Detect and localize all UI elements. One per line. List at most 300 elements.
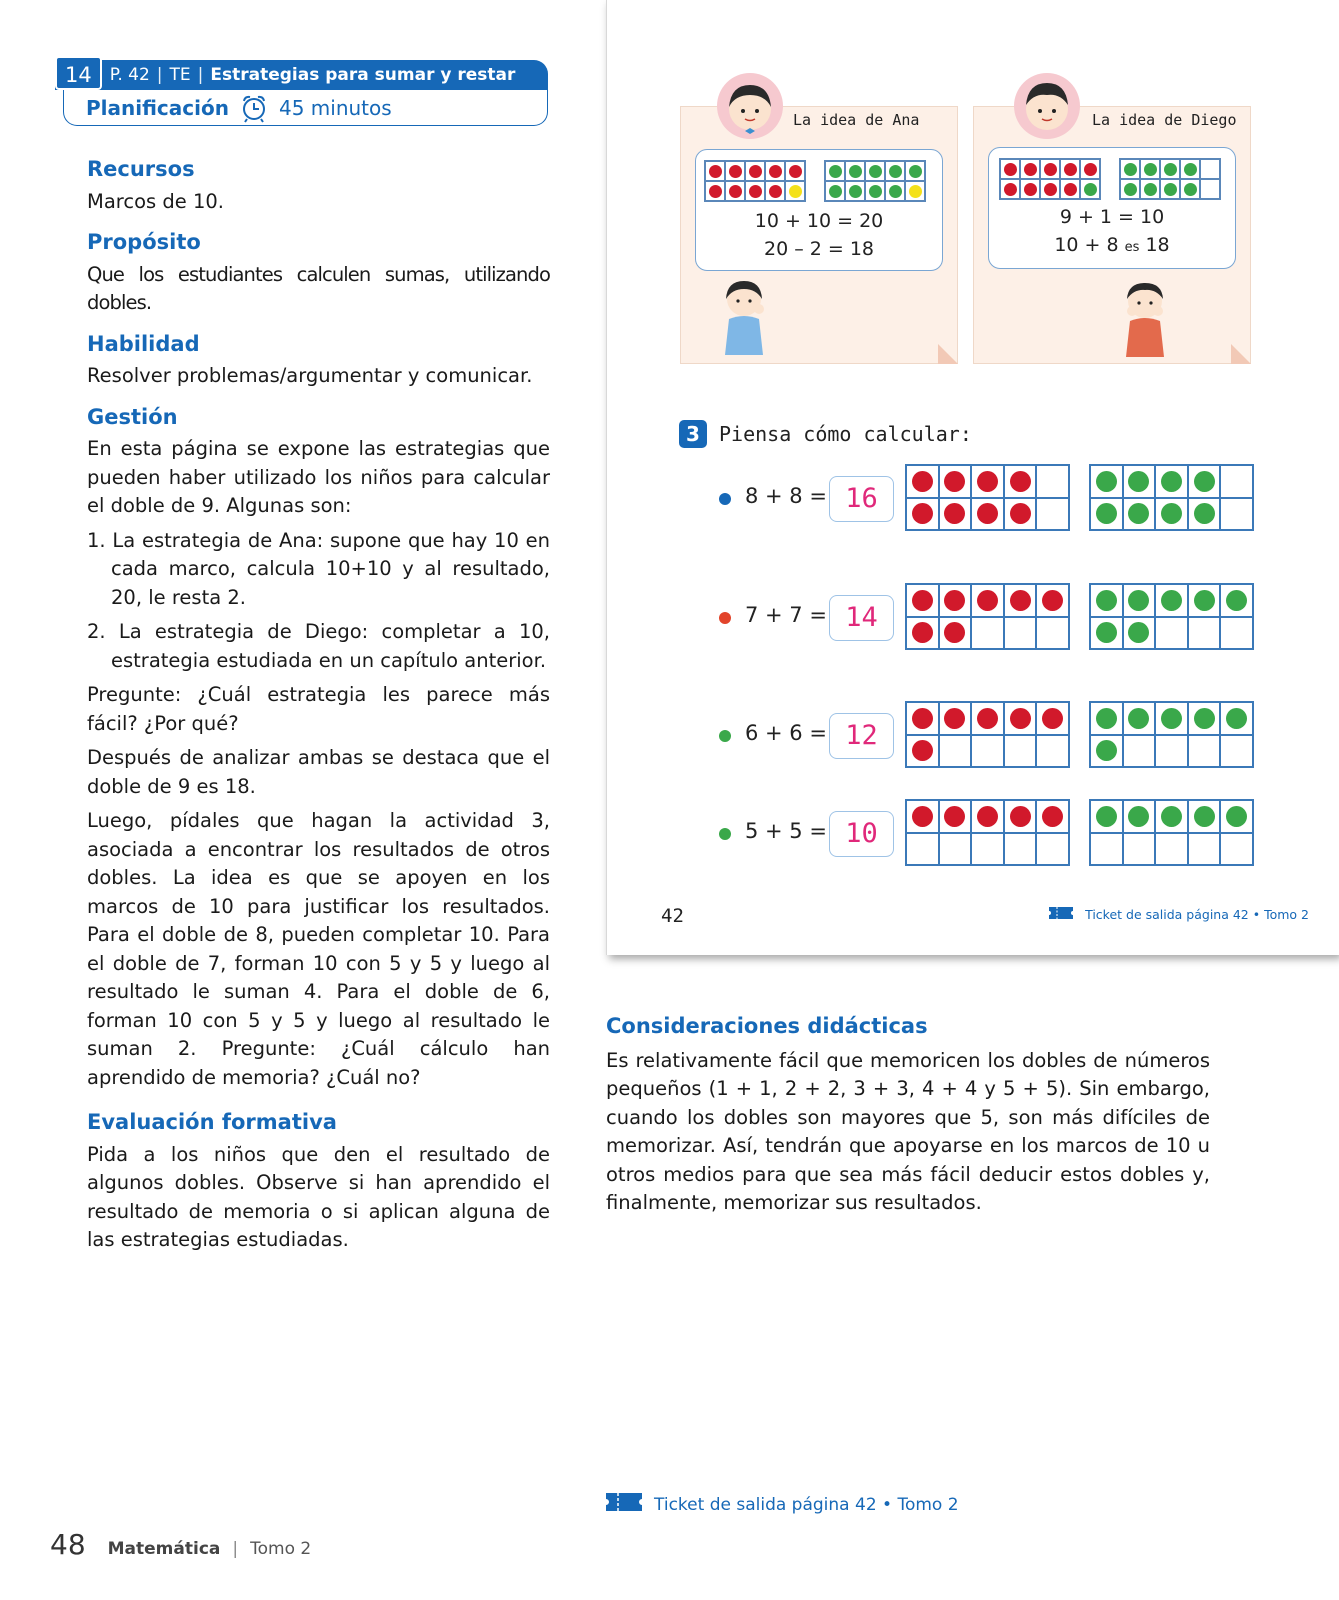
counter-dot	[977, 590, 998, 611]
doubles-row	[607, 799, 1339, 869]
ten-frame-cell	[1123, 735, 1156, 768]
counter-dot	[1128, 622, 1149, 643]
ten-frame-cell	[939, 800, 972, 833]
doubles-row	[607, 701, 1339, 771]
ten-frame-cell	[1188, 800, 1221, 833]
ten-frame-cell	[939, 735, 972, 768]
ten-frame	[1119, 158, 1221, 200]
ten-frame-cell	[1155, 584, 1188, 617]
activity-heading	[679, 420, 972, 448]
counter-dot	[1124, 183, 1137, 196]
ten-frame-cell	[1040, 159, 1060, 179]
ten-frame-cell	[1155, 833, 1188, 866]
counter-dot	[869, 185, 882, 198]
ten-frame-cell	[1155, 702, 1188, 735]
ten-frame-cell	[845, 161, 865, 181]
ten-frame-cell	[1180, 179, 1200, 199]
ten-frame-cell	[1004, 617, 1037, 650]
ten-frame-cell	[1090, 498, 1123, 531]
management-title: Gestión	[87, 404, 178, 429]
student-page-number: 42	[661, 905, 684, 927]
footer-separator: |	[232, 1539, 239, 1559]
ten-frame-cell	[1220, 465, 1253, 498]
ten-frame-cell	[971, 735, 1004, 768]
ten-frame-cell	[1004, 498, 1037, 531]
ten-frame-cell	[939, 584, 972, 617]
ten-frame-red	[905, 583, 1070, 650]
ten-frame-cell	[1188, 702, 1221, 735]
counter-dot	[1042, 806, 1063, 827]
counter-dot	[769, 185, 782, 198]
ten-frame-cell	[1140, 179, 1160, 199]
ten-frame-cell	[1004, 702, 1037, 735]
counter-dot	[1128, 471, 1149, 492]
ten-frame-cell	[971, 833, 1004, 866]
counter-dot	[944, 708, 965, 729]
evaluation-text: Pida a los niños que den el resultado de algunos dobles. Observe si han aprendido el resultado de memoria o si aplican alguna de las estrategias estudiadas.	[87, 1142, 550, 1251]
ten-frame-cell	[1090, 465, 1123, 498]
counter-dot	[912, 503, 933, 524]
counter-dot	[912, 740, 933, 761]
page-number: 48	[50, 1528, 86, 1561]
ten-frame-cell	[1155, 735, 1188, 768]
ten-frame-cell	[906, 833, 939, 866]
skill-text: Resolver problemas/argumentar y comunicar.	[87, 364, 533, 387]
ana-equation-2: 20 – 2 = 18	[763, 238, 875, 260]
ten-frame-cell	[1123, 617, 1156, 650]
activity-number: 3	[679, 420, 707, 448]
counter-dot	[1024, 183, 1037, 196]
evaluation-title: Evaluación formativa	[87, 1110, 337, 1134]
answer-box: 16	[829, 476, 894, 522]
management-intro: En esta página se expone las estrategias que pueden haber utilizado los niños para calcular el doble de 9. Algunas son:	[87, 437, 550, 517]
counter-dot	[1004, 183, 1017, 196]
ticket-icon	[606, 1493, 642, 1516]
ana-idea-card	[680, 106, 958, 364]
strategy-item: 1. La estrategia de Ana: supone que hay 10 en cada marco, calcula 10+10 y al resultado, 20, le resta 2.	[87, 528, 550, 609]
ten-frame-cell	[1155, 800, 1188, 833]
doubles-row	[607, 464, 1339, 534]
diego-eq2-es: es	[1124, 240, 1140, 255]
counter-dot	[1128, 806, 1149, 827]
counter-dot	[729, 185, 742, 198]
ten-frame-cell	[745, 161, 765, 181]
didactic-considerations	[606, 1000, 1210, 1218]
counter-dot	[1194, 471, 1215, 492]
lesson-title: Estrategias para sumar y restar	[210, 65, 516, 85]
ten-frame-cell	[1090, 584, 1123, 617]
management-after: Después de analizar ambas se destaca que el doble de 9 es 18.	[87, 746, 550, 798]
ten-frame-cell	[1060, 159, 1080, 179]
counter-dot	[1161, 503, 1182, 524]
ten-frame-cell	[1123, 465, 1156, 498]
counter-dot	[1161, 590, 1182, 611]
ten-frame-cell	[1004, 465, 1037, 498]
counter-dot	[1084, 163, 1097, 176]
counter-dot	[829, 165, 842, 178]
tomo-label: Tomo 2	[250, 1539, 312, 1559]
counter-dot	[829, 185, 842, 198]
counter-dot	[1128, 708, 1149, 729]
ten-frame-cell	[1036, 584, 1069, 617]
counter-dot	[1024, 163, 1037, 176]
alarm-clock-icon	[239, 93, 269, 123]
ten-frame-cell	[1155, 617, 1188, 650]
exit-ticket-text: Ticket de salida página 42 • Tomo 2	[654, 1494, 959, 1515]
te-label: TE	[169, 65, 191, 85]
ten-frame-red	[905, 799, 1070, 866]
ten-frame-cell	[765, 161, 785, 181]
counter-dot	[849, 185, 862, 198]
ten-frame-cell	[1060, 179, 1080, 199]
diego-eq2-right: 18	[1145, 234, 1170, 256]
purpose-title: Propósito	[87, 230, 201, 254]
counter-dot	[889, 165, 902, 178]
counter-dot	[912, 471, 933, 492]
ten-frame	[999, 158, 1101, 200]
counter-dot	[1010, 590, 1031, 611]
answer-box: 14	[829, 595, 894, 641]
ten-frame-cell	[1200, 179, 1220, 199]
ticket-icon	[1049, 907, 1073, 922]
row-expression: 5 + 5 =	[745, 819, 827, 843]
ten-frame-cell	[1200, 159, 1220, 179]
lesson-number: 14	[55, 56, 102, 90]
management-question: Pregunte: ¿Cuál estrategia les parece más fácil? ¿Por qué?	[87, 683, 550, 735]
page-fold	[1231, 344, 1251, 364]
counter-dot	[1096, 471, 1117, 492]
counter-dot	[909, 165, 922, 178]
counter-dot	[1144, 163, 1157, 176]
counter-dot	[1064, 163, 1077, 176]
diego-face-illustration	[1012, 71, 1082, 141]
counter-dot	[1128, 503, 1149, 524]
ten-frame-green	[1089, 799, 1254, 866]
ten-frame-cell	[906, 465, 939, 498]
ten-frame-cell	[1090, 833, 1123, 866]
diego-idea-card	[973, 106, 1251, 364]
ten-frame-cell	[939, 465, 972, 498]
page-reference: P. 42	[109, 65, 150, 85]
counter-dot	[912, 806, 933, 827]
counter-dot	[1161, 806, 1182, 827]
ten-frame-cell	[1004, 800, 1037, 833]
ten-frame-cell	[1220, 702, 1253, 735]
ten-frame-cell	[1188, 833, 1221, 866]
ten-frame-cell	[785, 181, 805, 201]
ten-frame-cell	[1188, 498, 1221, 531]
counter-dot	[1096, 590, 1117, 611]
counter-dot	[1226, 806, 1247, 827]
counter-dot	[1010, 806, 1031, 827]
ten-frame-cell	[825, 161, 845, 181]
ten-frame-cell	[1123, 833, 1156, 866]
counter-dot	[1096, 806, 1117, 827]
ten-frame-cell	[1080, 159, 1100, 179]
counter-dot	[1064, 183, 1077, 196]
ana-speech-bubble	[695, 149, 943, 271]
diego-equation-1: 9 + 1 = 10	[1059, 206, 1165, 228]
counter-dot	[1164, 163, 1177, 176]
ten-frame-red	[905, 701, 1070, 768]
row-bullet	[719, 493, 731, 505]
counter-dot	[789, 185, 802, 198]
counter-dot	[1184, 183, 1197, 196]
counter-dot	[944, 806, 965, 827]
counter-dot	[749, 165, 762, 178]
counter-dot	[709, 165, 722, 178]
counter-dot	[1042, 708, 1063, 729]
ten-frame-cell	[1020, 179, 1040, 199]
counter-dot	[869, 165, 882, 178]
diego-equation-2	[989, 234, 1235, 256]
counter-dot	[1144, 183, 1157, 196]
ticket-text: Ticket de salida página 42 • Tomo 2	[1085, 907, 1309, 922]
ten-frame-cell	[1220, 833, 1253, 866]
answer-box: 12	[829, 713, 894, 759]
counter-dot	[1010, 471, 1031, 492]
teacher-guide-column	[87, 155, 550, 1255]
ten-frame-cell	[1155, 498, 1188, 531]
ten-frame-cell	[1123, 584, 1156, 617]
ten-frame-cell	[1090, 800, 1123, 833]
counter-dot	[912, 622, 933, 643]
strategy-item: 2. La estrategia de Diego: completar a 10, estrategia estudiada en un capítulo anterior.	[87, 620, 550, 672]
resources-title: Recursos	[87, 157, 195, 181]
counter-dot	[977, 708, 998, 729]
row-bullet	[719, 730, 731, 742]
row-bullet	[719, 828, 731, 840]
ana-idea-title: La idea de Ana	[793, 111, 920, 129]
counter-dot	[1161, 471, 1182, 492]
counter-dot	[1084, 183, 1097, 196]
counter-dot	[1161, 708, 1182, 729]
ten-frame-cell	[705, 181, 725, 201]
ten-frame-cell	[1020, 159, 1040, 179]
row-expression: 6 + 6 =	[745, 721, 827, 745]
ten-frame-cell	[1220, 735, 1253, 768]
ten-frame-cell	[725, 161, 745, 181]
counter-dot	[849, 165, 862, 178]
ten-frame-cell	[905, 181, 925, 201]
resources-text: Marcos de 10.	[87, 189, 224, 213]
counter-dot	[729, 165, 742, 178]
counter-dot	[1128, 590, 1149, 611]
counter-dot	[1226, 708, 1247, 729]
ana-equation-1: 10 + 10 = 20	[754, 210, 884, 232]
counter-dot	[944, 471, 965, 492]
row-expression: 7 + 7 =	[745, 603, 827, 627]
ten-frame-cell	[1120, 179, 1140, 199]
counter-dot	[1042, 590, 1063, 611]
ten-frame-cell	[906, 735, 939, 768]
purpose-text: Que los estudiantes calculen sumas, utilizando dobles.	[87, 262, 550, 314]
counter-dot	[789, 165, 802, 178]
ten-frame-cell	[785, 161, 805, 181]
ten-frame-cell	[1080, 179, 1100, 199]
ten-frame-cell	[1000, 179, 1020, 199]
ten-frame-cell	[1188, 584, 1221, 617]
ten-frame-green	[1089, 583, 1254, 650]
counter-dot	[977, 471, 998, 492]
counter-dot	[912, 708, 933, 729]
ten-frame-cell	[971, 617, 1004, 650]
ten-frame-cell	[971, 584, 1004, 617]
ten-frame-cell	[865, 161, 885, 181]
diego-boy-illustration	[1110, 277, 1180, 357]
strategy-list	[87, 527, 550, 676]
ten-frame-cell	[1220, 584, 1253, 617]
diego-eq2-left: 10 + 8	[1054, 234, 1119, 256]
ten-frame-cell	[1188, 617, 1221, 650]
counter-dot	[1004, 163, 1017, 176]
ten-frame-cell	[1160, 159, 1180, 179]
ana-girl-illustration	[709, 275, 779, 355]
counter-dot	[1226, 590, 1247, 611]
planning-box	[63, 90, 548, 126]
ten-frame-cell	[725, 181, 745, 201]
ten-frame-cell	[906, 702, 939, 735]
ten-frame-cell	[1220, 617, 1253, 650]
counter-dot	[977, 806, 998, 827]
row-expression: 8 + 8 =	[745, 484, 827, 508]
ten-frame-cell	[1036, 833, 1069, 866]
ten-frame-cell	[971, 702, 1004, 735]
counter-dot	[1096, 708, 1117, 729]
ten-frame-cell	[1220, 800, 1253, 833]
counter-dot	[977, 503, 998, 524]
separator: |	[156, 65, 163, 85]
ten-frame-cell	[1120, 159, 1140, 179]
ten-frame-cell	[1123, 498, 1156, 531]
counter-dot	[1010, 708, 1031, 729]
subject-label: Matemática	[107, 1539, 221, 1559]
counter-dot	[1184, 163, 1197, 176]
counter-dot	[1096, 622, 1117, 643]
ten-frame-cell	[1123, 702, 1156, 735]
counter-dot	[1096, 740, 1117, 761]
ten-frame-green	[1089, 464, 1254, 531]
ten-frame-cell	[1000, 159, 1020, 179]
ten-frame-cell	[1040, 179, 1060, 199]
ten-frame-cell	[1036, 702, 1069, 735]
ten-frame-cell	[1160, 179, 1180, 199]
counter-dot	[912, 590, 933, 611]
counter-dot	[1194, 708, 1215, 729]
ten-frame-cell	[765, 181, 785, 201]
counter-dot	[749, 185, 762, 198]
ten-frame-cell	[1036, 735, 1069, 768]
counter-dot	[944, 590, 965, 611]
activity-prompt: Piensa cómo calcular:	[719, 422, 972, 446]
counter-dot	[769, 165, 782, 178]
page-fold	[938, 344, 958, 364]
ten-frame-cell	[1155, 465, 1188, 498]
counter-dot	[944, 622, 965, 643]
ten-frame-cell	[906, 498, 939, 531]
ten-frame-cell	[1090, 702, 1123, 735]
didactic-text: Es relativamente fácil que memoricen los dobles de números pequeños (1 + 1, 2 + 2, 3 + 3, 4 + 4 y 5 + 5). Sin embargo, cuando los dobles son mayores que 5, son más difíciles de memorizar. Así, tendrán que apoyarse en los marcos de 10 u otros medios para que sea más fácil deducir estos dobles y, finalmente, memorizar sus resultados.	[606, 1048, 1210, 1214]
ten-frame-cell	[939, 498, 972, 531]
diego-speech-bubble	[988, 147, 1236, 269]
management-then: Luego, pídales que hagan la actividad 3, asociada a encontrar los resultados de otros dobles. La idea es que se apoyen en los marcos de 10 para justificar los resultados. Para el doble de 8, pueden completar 10. Para el doble de 7, forman 10 con 5 y 5 y luego al resultado le suman 4. Para el doble de 6, forman 10 con 5 y 5 y luego al resultado le suman 2. Pregunte: ¿Cuál cálculo han aprendido de memoria? ¿Cuál no?	[87, 809, 550, 1089]
page-footer	[50, 1528, 311, 1561]
separator: |	[197, 65, 204, 85]
counter-dot	[1194, 590, 1215, 611]
didactic-title: Consideraciones didácticas	[606, 1014, 928, 1038]
ten-frame-cell	[1004, 584, 1037, 617]
ten-frame-cell	[939, 617, 972, 650]
ten-frame-cell	[745, 181, 765, 201]
ten-frame-cell	[971, 800, 1004, 833]
counter-dot	[1164, 183, 1177, 196]
planning-label: Planificación	[86, 95, 229, 120]
lesson-header-bar	[55, 60, 548, 90]
ten-frame-cell	[865, 181, 885, 201]
ten-frame-green	[1089, 701, 1254, 768]
ten-frame-cell	[1036, 465, 1069, 498]
ten-frame-cell	[906, 800, 939, 833]
counter-dot	[909, 185, 922, 198]
ten-frame-cell	[1036, 800, 1069, 833]
ten-frame-cell	[1036, 617, 1069, 650]
counter-dot	[889, 185, 902, 198]
counter-dot	[1044, 183, 1057, 196]
lesson-header	[55, 60, 548, 126]
ten-frame	[704, 160, 806, 202]
doubles-row	[607, 583, 1339, 653]
exit-ticket-link	[606, 1493, 959, 1516]
ten-frame-cell	[1188, 465, 1221, 498]
ten-frame-cell	[1180, 159, 1200, 179]
ten-frame-cell	[939, 833, 972, 866]
ten-frame-cell	[1220, 498, 1253, 531]
ten-frame-cell	[705, 161, 725, 181]
ten-frame	[824, 160, 926, 202]
duration: 45 minutos	[278, 95, 392, 120]
ten-frame-cell	[906, 584, 939, 617]
ten-frame-cell	[825, 181, 845, 201]
ten-frame-cell	[1090, 735, 1123, 768]
ten-frame-cell	[845, 181, 865, 201]
ten-frame-cell	[885, 161, 905, 181]
ten-frame-cell	[885, 181, 905, 201]
ten-frame-cell	[905, 161, 925, 181]
counter-dot	[1194, 806, 1215, 827]
counter-dot	[709, 185, 722, 198]
answer-box: 10	[829, 811, 894, 857]
ten-frame-red	[905, 464, 1070, 531]
counter-dot	[1096, 503, 1117, 524]
counter-dot	[1044, 163, 1057, 176]
row-bullet	[719, 612, 731, 624]
ten-frame-cell	[971, 498, 1004, 531]
ana-face-illustration	[715, 71, 785, 141]
diego-idea-title: La idea de Diego	[1092, 111, 1237, 129]
ten-frame-cell	[971, 465, 1004, 498]
ten-frame-cell	[1004, 833, 1037, 866]
student-page-ticket	[1049, 907, 1309, 922]
ten-frame-cell	[1004, 735, 1037, 768]
skill-title: Habilidad	[87, 331, 200, 356]
student-page-thumbnail	[606, 0, 1339, 955]
ten-frame-cell	[1123, 800, 1156, 833]
counter-dot	[1124, 163, 1137, 176]
ten-frame-cell	[1090, 617, 1123, 650]
counter-dot	[944, 503, 965, 524]
ten-frame-cell	[1140, 159, 1160, 179]
ten-frame-cell	[1188, 735, 1221, 768]
